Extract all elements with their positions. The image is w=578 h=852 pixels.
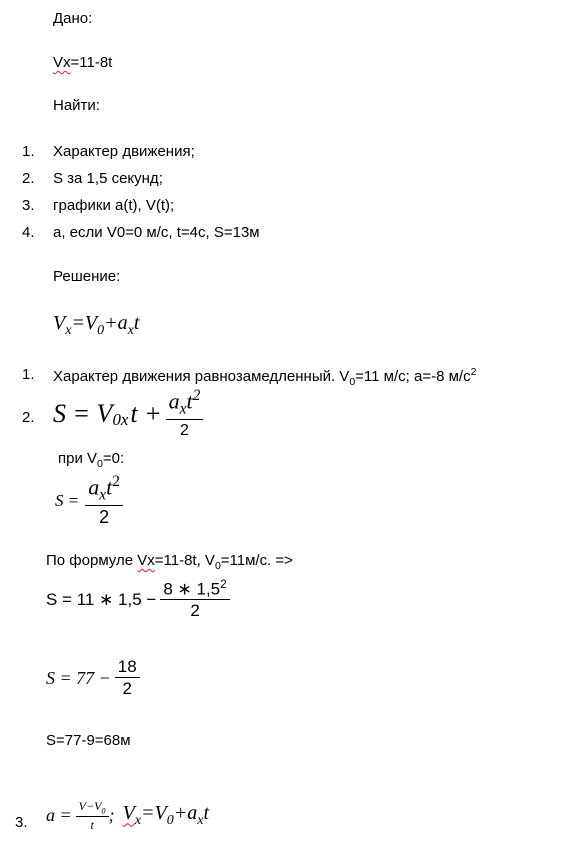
list-number: 4. bbox=[22, 224, 35, 241]
calc1-lhs: S = 11 ∗ 1,5 − bbox=[46, 589, 157, 609]
eq-sub: 0 bbox=[97, 323, 105, 338]
given-heading: Дано: bbox=[53, 10, 93, 27]
frac-t: t bbox=[106, 474, 113, 500]
step3-fraction bbox=[76, 800, 109, 832]
formula-sub: 0 bbox=[214, 560, 221, 572]
frac-a: a bbox=[168, 388, 180, 414]
frac-den: 2 bbox=[180, 421, 189, 439]
step1-number: 1. bbox=[22, 366, 35, 383]
step3-number: 3. bbox=[15, 814, 28, 831]
eq-sub: x bbox=[65, 323, 72, 338]
frac-den: 2 bbox=[99, 506, 110, 527]
step2-formula-small bbox=[55, 474, 123, 527]
frac-a: a bbox=[88, 474, 100, 500]
eq-sub: x bbox=[134, 813, 142, 829]
calc2-fraction bbox=[115, 658, 140, 698]
step1-rest: =11 м/с; a=-8 м/с bbox=[355, 368, 471, 385]
a-eq: a = bbox=[46, 805, 72, 826]
semicolon: ; bbox=[108, 805, 115, 826]
step1-main: Характер движения равнозамедленный. V bbox=[53, 368, 350, 385]
list-number: 2. bbox=[22, 170, 35, 187]
calc2-lhs: S = 77 − bbox=[46, 667, 111, 688]
list-item-text: Характер движения; bbox=[53, 143, 195, 160]
formula-post: =11м/с. => bbox=[220, 552, 293, 569]
frac-sup: 2 bbox=[192, 387, 201, 404]
step1-text bbox=[53, 366, 476, 388]
calc1-sup: 2 bbox=[220, 577, 227, 591]
eq-v: V bbox=[122, 802, 135, 825]
calc2-den: 2 bbox=[122, 678, 132, 698]
list-item bbox=[22, 224, 35, 241]
note-post: =0: bbox=[102, 450, 125, 467]
eq-sub: x bbox=[127, 323, 134, 338]
formula-line bbox=[46, 552, 293, 572]
list-item bbox=[22, 170, 35, 187]
step2-sub: 0x bbox=[112, 409, 129, 429]
formula-vx: Vx bbox=[137, 552, 155, 569]
s-eq: S = bbox=[55, 490, 80, 510]
calc1-num: 8 ∗ 1,5 bbox=[163, 579, 221, 599]
frac-sup: 2 bbox=[112, 473, 120, 490]
calc2 bbox=[46, 658, 140, 698]
frac-t: t bbox=[186, 388, 193, 414]
step1-sup: 2 bbox=[470, 366, 477, 378]
formula-mid: =11-8t, V bbox=[154, 552, 215, 569]
small-fraction bbox=[85, 474, 123, 527]
formula-pre: По формуле bbox=[46, 552, 138, 569]
step2-result: S=77-9=68м bbox=[46, 732, 131, 749]
eq-part: =V bbox=[141, 802, 167, 825]
step2-note bbox=[58, 450, 124, 470]
step2-t: t + bbox=[130, 398, 162, 428]
list-item-text: графики a(t), V(t); bbox=[53, 197, 175, 214]
calc1-den: 2 bbox=[190, 601, 200, 621]
eq-v: V bbox=[53, 312, 66, 334]
note-sub: 0 bbox=[97, 458, 103, 470]
eq-part: =V bbox=[71, 312, 98, 334]
step3-formula bbox=[46, 800, 209, 832]
frac-den: t bbox=[90, 817, 94, 832]
list-item bbox=[22, 197, 35, 214]
eq-sub: x bbox=[197, 813, 204, 829]
eq-sub: 0 bbox=[166, 813, 174, 829]
vx-label: Vx bbox=[53, 54, 71, 71]
list-item-text: S за 1,5 секунд; bbox=[53, 170, 163, 187]
step3-eq bbox=[123, 802, 209, 829]
list-item-text: a, если V0=0 м/с, t=4c, S=13м bbox=[53, 224, 260, 241]
find-heading: Найти: bbox=[53, 97, 100, 114]
eq-part: t bbox=[203, 802, 210, 825]
frac-sub: 0 bbox=[101, 806, 106, 816]
calc2-num: 18 bbox=[115, 658, 140, 678]
step2-number: 2. bbox=[22, 409, 35, 426]
list-number: 1. bbox=[22, 143, 35, 160]
calc1 bbox=[46, 578, 230, 621]
eq-part: +a bbox=[104, 312, 128, 334]
given-equation bbox=[53, 54, 112, 71]
note-pre: при V bbox=[58, 450, 98, 467]
step1-sub: 0 bbox=[349, 376, 356, 388]
list-number: 3. bbox=[22, 197, 35, 214]
frac-sub: x bbox=[99, 486, 107, 504]
step2-lhs: S = V bbox=[53, 398, 113, 428]
given-eq-rest: =11-8t bbox=[70, 54, 113, 71]
frac-sub: x bbox=[179, 400, 187, 418]
step2-fraction bbox=[166, 388, 204, 439]
step2-formula bbox=[53, 388, 203, 439]
main-equation bbox=[53, 312, 139, 339]
eq-part: +a bbox=[173, 802, 198, 825]
list-item bbox=[22, 143, 35, 160]
calc1-fraction bbox=[160, 578, 229, 621]
eq-part: t bbox=[133, 312, 140, 334]
solution-heading: Решение: bbox=[53, 268, 121, 285]
frac-num: V−V bbox=[78, 799, 102, 813]
